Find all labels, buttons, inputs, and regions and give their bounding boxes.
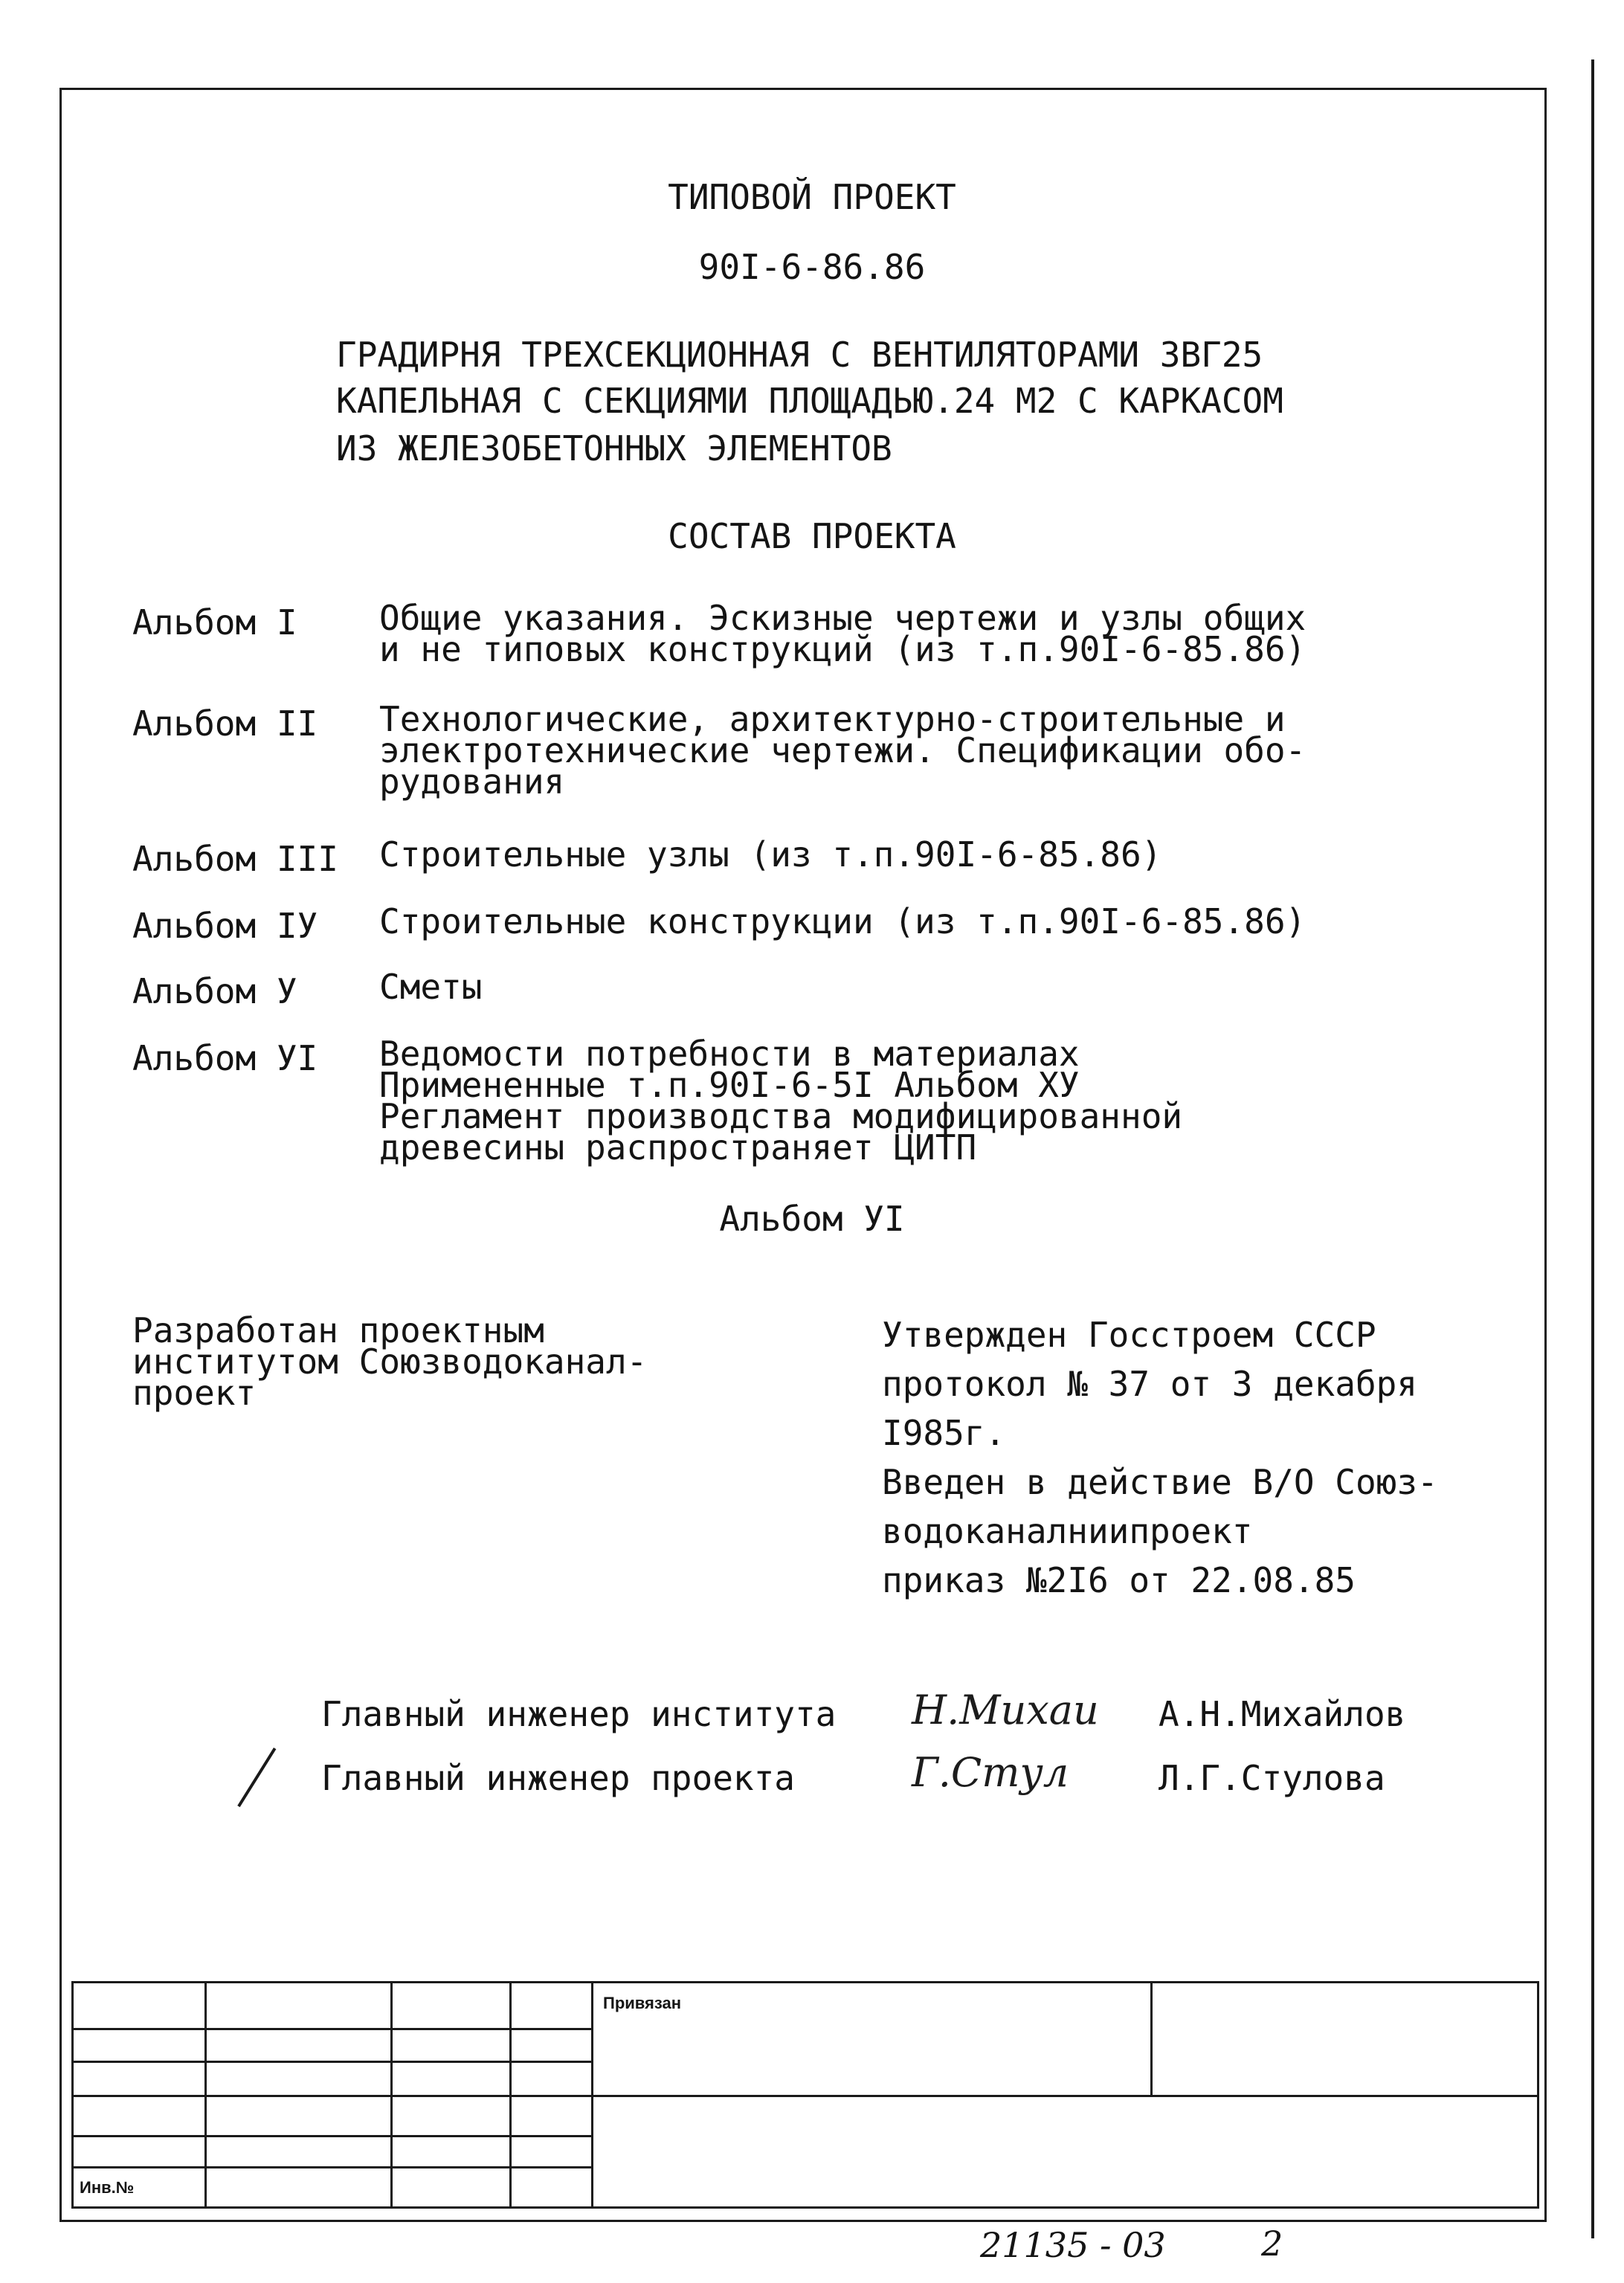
current-album: Альбом УI (719, 1199, 905, 1239)
section-title: СОСТАВ ПРОЕКТА (668, 516, 956, 556)
signature-2: Г.Стул (912, 1749, 1069, 1796)
album-description (379, 699, 1306, 802)
album-line: электротехнические чертежи. Спецификации обо- (379, 730, 1306, 770)
title-block-grid-line (74, 2095, 591, 2097)
title-line-1: ГРАДИРНЯ ТРЕХСЕКЦИОННАЯ С ВЕНТИЛЯТОРАМИ ЗВГ25 (336, 335, 1263, 375)
approval-line: приказ №2I6 от 22.08.85 (882, 1560, 1356, 1600)
album-label: Альбом I (132, 602, 297, 643)
album-line: Регламент производства модифицированной (379, 1096, 1183, 1136)
album-label: Альбом II (132, 703, 318, 744)
project-type: ТИПОВОЙ ПРОЕКТ (668, 177, 956, 217)
signature-1: Н.Михаи (912, 1687, 1099, 1733)
binding-edge-line (1591, 59, 1594, 2238)
approval-line: I985г. (882, 1413, 1006, 1453)
album-label: Альбом У (132, 971, 297, 1011)
title-block-grid-line (74, 2061, 591, 2063)
album-description (379, 901, 1306, 941)
handwritten-doc-number: 21135 - 03 (980, 2225, 1166, 2265)
album-line: древесины распространяет ЦИТП (379, 1127, 977, 1168)
signature-role-1: Главный инженер института (321, 1694, 837, 1734)
developer-line: институтом Союзводоканал- (132, 1342, 648, 1382)
title-block-grid-line (1150, 1983, 1153, 2095)
privyazan-label: Привязан (603, 1994, 682, 2012)
project-number: 90I-6-86.86 (698, 247, 926, 287)
developer-block (132, 1310, 648, 1413)
approval-line: Утвержден Госстроем СССР (882, 1315, 1376, 1355)
album-line: Строительные узлы (из т.п.90I-6-85.86) (379, 834, 1162, 875)
title-block-grid-line (591, 2095, 1537, 2097)
signature-role-2: Главный инженер проекта (321, 1758, 795, 1798)
approval-line: протокол № 37 от 3 декабря (882, 1364, 1418, 1404)
title-line-3: ИЗ ЖЕЛЕЗОБЕТОННЫХ ЭЛЕМЕНТОВ (336, 428, 892, 468)
album-description (379, 1034, 1183, 1168)
album-line: Сметы (379, 967, 483, 1007)
approval-line: Введен в действие В/О Союз- (882, 1462, 1438, 1502)
developer-line: проект (132, 1373, 257, 1413)
album-description (379, 598, 1306, 669)
approval-block (882, 1310, 1438, 1605)
album-line: Общие указания. Эскизные чертежи и узлы общих (379, 598, 1306, 638)
title-line-2: КАПЕЛЬНАЯ С СЕКЦИЯМИ ПЛОЩАДЬЮ.24 М2 С КАРКАСОМ (336, 381, 1283, 421)
album-line: и не типовых конструкций (из т.п.90I-6-85.86) (379, 629, 1306, 669)
album-line: Строительные конструкции (из т.п.90I-6-85.86) (379, 901, 1306, 941)
signature-name-2: Л.Г.Стулова (1159, 1758, 1385, 1798)
title-block (71, 1981, 1539, 2209)
signature-name-1: А.Н.Михайлов (1159, 1694, 1406, 1734)
album-description (379, 967, 483, 1007)
title-block-grid-line (74, 2135, 591, 2137)
inv-no-label: Инв.№ (80, 2178, 135, 2197)
title-block-grid-line (74, 2028, 591, 2030)
album-label: Альбом III (132, 839, 338, 879)
album-line: рудования (379, 761, 565, 802)
album-label: Альбом УI (132, 1038, 318, 1078)
album-line: Примененные т.п.90I-6-5I Альбом ХУ (379, 1065, 1080, 1105)
album-label: Альбом IУ (132, 906, 318, 946)
developer-line: Разработан проектным (132, 1310, 544, 1350)
approval-line: водоканалниипроект (882, 1511, 1253, 1551)
album-line: Ведомости потребности в материалах (379, 1034, 1080, 1074)
page-number: 2 (1261, 2224, 1283, 2264)
album-description (379, 834, 1162, 875)
album-line: Технологические, архитектурно-строительные и (379, 699, 1286, 739)
title-block-grid-line (74, 2166, 591, 2168)
